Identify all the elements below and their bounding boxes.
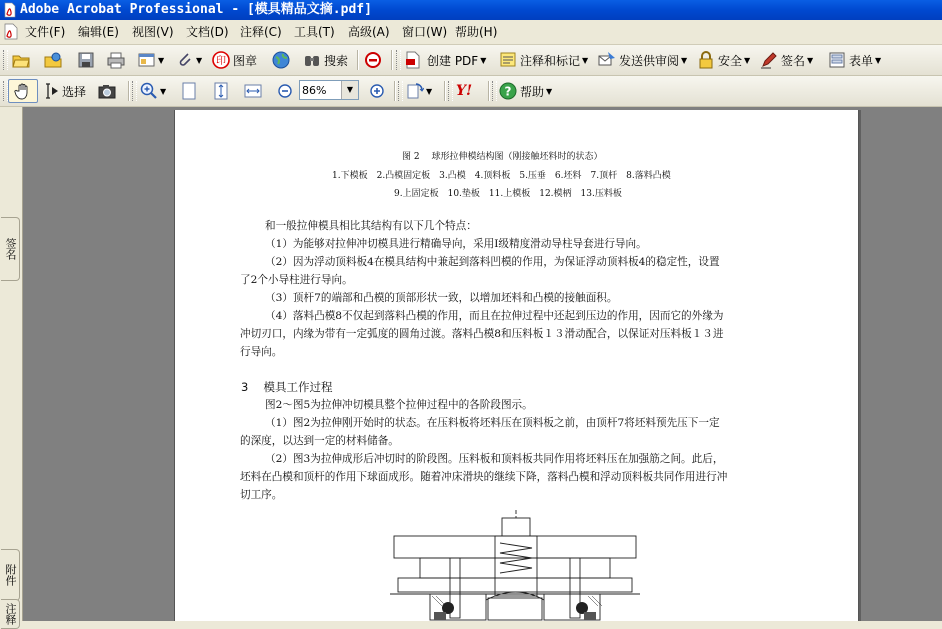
- paragraph: 图2～图5为拉伸冲切模具整个拉伸过程中的各阶段图示。: [265, 399, 533, 411]
- globe-icon: [272, 51, 290, 69]
- camera-icon: [98, 82, 116, 100]
- text-cursor-icon: [42, 82, 60, 100]
- paragraph: 冲切刃口，内缘为带有一定弧度的圆角过渡。落料凸模8和压料板１３滑动配合，以保证对压料板１３进: [240, 328, 724, 340]
- forms-label: 表单: [849, 53, 874, 68]
- actual-size-button[interactable]: [180, 82, 198, 100]
- zoom-out-circle-icon: [276, 82, 294, 100]
- open-folder-icon: [12, 51, 30, 69]
- toolbar-separator: [391, 50, 393, 70]
- figure-caption-legend-2: 9.上固定板 10.垫板 11.上模板 12.模柄 13.压料板: [394, 189, 622, 199]
- comments-tab[interactable]: 注释: [1, 599, 20, 629]
- comment-markup-button[interactable]: [499, 51, 588, 69]
- rotate-view-button[interactable]: [406, 82, 432, 100]
- paragraph: （3）顶杆7的端部和凸模的顶部形状一致，以增加坯料和凸模的接触面积。: [265, 292, 618, 304]
- fit-width-icon: [244, 82, 262, 100]
- send-review-label: 发送供审阅: [619, 53, 680, 68]
- paragraph: （1）图2为拉伸刚开始时的状态。在压料板将坯料压在顶料板之前，由顶杆7将坯料预先压下一定: [265, 417, 720, 429]
- paragraph: （2）因为浮动顶料板4在模具结构中兼起到落料凹模的作用，为保证浮动顶料板4的稳定性，设置: [265, 256, 720, 268]
- zoom-in-button[interactable]: [368, 82, 386, 100]
- binoculars-icon: [303, 51, 321, 69]
- pdf-doc-icon: [4, 23, 18, 40]
- zoom-dropdown-button[interactable]: ▼: [341, 81, 358, 99]
- acrobat-app-icon: [3, 2, 17, 18]
- save-button[interactable]: [77, 51, 95, 69]
- dropdown-arrow-icon: ▼: [582, 55, 589, 65]
- open-button[interactable]: [12, 51, 30, 69]
- form-icon: [828, 51, 846, 69]
- toolbar-grip[interactable]: [448, 81, 453, 101]
- svg-text:?: ?: [504, 84, 512, 99]
- dropdown-arrow-icon: ▼: [158, 55, 165, 65]
- rotate-page-icon: [406, 82, 424, 100]
- section-heading: 3 模具工作过程: [241, 380, 333, 394]
- dropdown-arrow-icon: ▼: [681, 55, 688, 65]
- menu-file[interactable]: 文件(F): [25, 25, 66, 39]
- create-pdf-button[interactable]: [404, 51, 486, 69]
- create-pdf-from-file-button[interactable]: [44, 51, 62, 69]
- toolbar-grip[interactable]: [3, 50, 8, 70]
- search-button[interactable]: [303, 51, 348, 69]
- pen-sign-icon: [760, 51, 778, 69]
- paragraph: 的深度，以达到一定的材料储备。: [240, 435, 399, 447]
- zoom-out-button[interactable]: [276, 82, 294, 100]
- fit-page-icon: [212, 82, 230, 100]
- navigation-toolbar: [0, 76, 942, 107]
- dropdown-arrow-icon: ▼: [807, 55, 814, 65]
- window-title: Adobe Acrobat Professional - [模具精品文摘.pdf]: [20, 2, 372, 17]
- secure-button[interactable]: [364, 51, 382, 69]
- dropdown-arrow-icon: ▼: [160, 86, 167, 96]
- dropdown-arrow-icon: ▼: [196, 55, 203, 65]
- organizer-icon: [138, 51, 156, 69]
- fit-width-button[interactable]: [244, 82, 262, 100]
- floppy-disk-icon: [77, 51, 95, 69]
- search-label: 搜索: [324, 53, 349, 68]
- menu-bar: [0, 20, 942, 45]
- attachments-tab[interactable]: 附件: [1, 549, 20, 601]
- paragraph: （2）图3为拉伸成形后冲切时的阶段图。压料板和顶料板共同作用将坯料压在加强筋之间。此后，: [265, 453, 724, 465]
- print-button[interactable]: [107, 51, 125, 69]
- figure-caption-title: 图 2 球形拉伸模结构图（刚接触坯料时的状态）: [402, 152, 603, 162]
- dropdown-arrow-icon: ▼: [875, 55, 882, 65]
- dropdown-arrow-icon: ▼: [480, 55, 487, 65]
- toolbar-grip[interactable]: [132, 81, 137, 101]
- stamp-button[interactable]: [212, 51, 257, 69]
- send-review-icon: [598, 51, 616, 69]
- toolbar-separator: [444, 81, 446, 101]
- hand-tool-button[interactable]: [8, 79, 38, 103]
- pdf-page[interactable]: [174, 110, 859, 621]
- create-pdf-label: 创建 PDF: [427, 53, 479, 68]
- help-question-icon: [499, 82, 517, 100]
- select-tool-button[interactable]: [42, 82, 86, 100]
- security-label: 安全: [718, 53, 743, 68]
- folder-web-icon: [44, 51, 62, 69]
- dropdown-arrow-icon: ▼: [546, 86, 553, 96]
- no-entry-icon: [364, 51, 382, 69]
- dropdown-arrow-icon: ▼: [744, 55, 751, 65]
- zoom-input[interactable]: [302, 82, 340, 98]
- paragraph: 行导向。: [240, 346, 283, 358]
- paragraph: 坯料在凸模和顶杆的作用下球面成形。随着冲床滑块的继续下降，落料凸模和浮动顶料板共同作用进行冲: [240, 471, 728, 483]
- comment-note-icon: [499, 51, 517, 69]
- menu-help[interactable]: 帮助(H): [455, 25, 498, 39]
- menu-window[interactable]: 窗口(W): [402, 25, 448, 39]
- toolbar-grip[interactable]: [396, 50, 401, 70]
- forms-button[interactable]: [828, 51, 881, 69]
- menu-comments[interactable]: 注释(C): [240, 25, 282, 39]
- paragraph: 了2个小导柱进行导向。: [240, 274, 353, 286]
- svg-text:印: 印: [216, 56, 226, 67]
- figure-caption-legend-1: 1.下模板 2.凸模固定板 3.凸模 4.顶料板 5.压垂 6.坯料 7.顶杆 8.落料凸模: [332, 171, 671, 181]
- sign-button[interactable]: [760, 51, 813, 69]
- menu-view[interactable]: 视图(V): [132, 25, 174, 39]
- signatures-tab[interactable]: 签名: [1, 217, 20, 281]
- help-label: 帮助: [520, 84, 545, 99]
- toolbar-separator: [357, 50, 359, 70]
- paragraph: 切工序。: [240, 489, 283, 501]
- menu-document[interactable]: 文档(D): [186, 25, 229, 39]
- menu-edit[interactable]: 编辑(E): [78, 25, 119, 39]
- file-toolbar: [0, 45, 942, 76]
- menu-tools[interactable]: 工具(T): [294, 25, 335, 39]
- die-structure-drawing: [390, 508, 640, 621]
- title-bar: [0, 0, 942, 20]
- yahoo-search-button[interactable]: [456, 82, 472, 100]
- security-button[interactable]: [697, 51, 750, 69]
- fit-page-button[interactable]: [212, 82, 230, 100]
- help-button[interactable]: [499, 82, 552, 100]
- organizer-button[interactable]: [138, 51, 164, 69]
- hand-icon: [14, 82, 32, 100]
- paragraph: （4）落料凸模8不仅起到落料凸模的作用，而且在拉伸过程中还起到压边的作用，因而它的外缘为: [265, 310, 724, 322]
- menu-advanced[interactable]: 高级(A): [348, 25, 390, 39]
- printer-icon: [107, 51, 125, 69]
- page-icon: [180, 82, 198, 100]
- zoom-level-field[interactable]: [299, 80, 359, 100]
- toolbar-grip[interactable]: [492, 81, 497, 101]
- toolbar-separator: [128, 81, 130, 101]
- toolbar-separator: [394, 81, 396, 101]
- magnifier-plus-icon: [140, 82, 158, 100]
- dropdown-arrow-icon: ▼: [426, 86, 433, 96]
- web-button[interactable]: [272, 51, 290, 69]
- select-label: 选择: [62, 84, 87, 99]
- navigation-pane: [0, 107, 23, 625]
- comment-markup-label: 注释和标记: [520, 53, 581, 68]
- toolbar-separator: [488, 81, 490, 101]
- stamp-icon: [212, 51, 230, 69]
- create-pdf-icon: [404, 51, 422, 69]
- zoom-in-tool-button[interactable]: [140, 82, 166, 100]
- padlock-icon: [697, 51, 715, 69]
- toolbar-grip[interactable]: [398, 81, 403, 101]
- zoom-in-circle-icon: [368, 82, 386, 100]
- sign-label: 签名: [781, 53, 806, 68]
- paragraph: 和一般拉伸模具相比其结构有以下几个特点：: [265, 220, 477, 232]
- paperclip-icon: [176, 51, 194, 69]
- attach-file-button[interactable]: [176, 51, 202, 69]
- yahoo-icon: Y!: [456, 83, 473, 99]
- snapshot-button[interactable]: [98, 82, 116, 100]
- paragraph: （1）为能够对拉伸冲切模具进行精确导向，采用Ⅰ级精度滑动导柱导套进行导向。: [265, 238, 647, 250]
- send-review-button[interactable]: [598, 51, 687, 69]
- stamp-label: 图章: [233, 53, 258, 68]
